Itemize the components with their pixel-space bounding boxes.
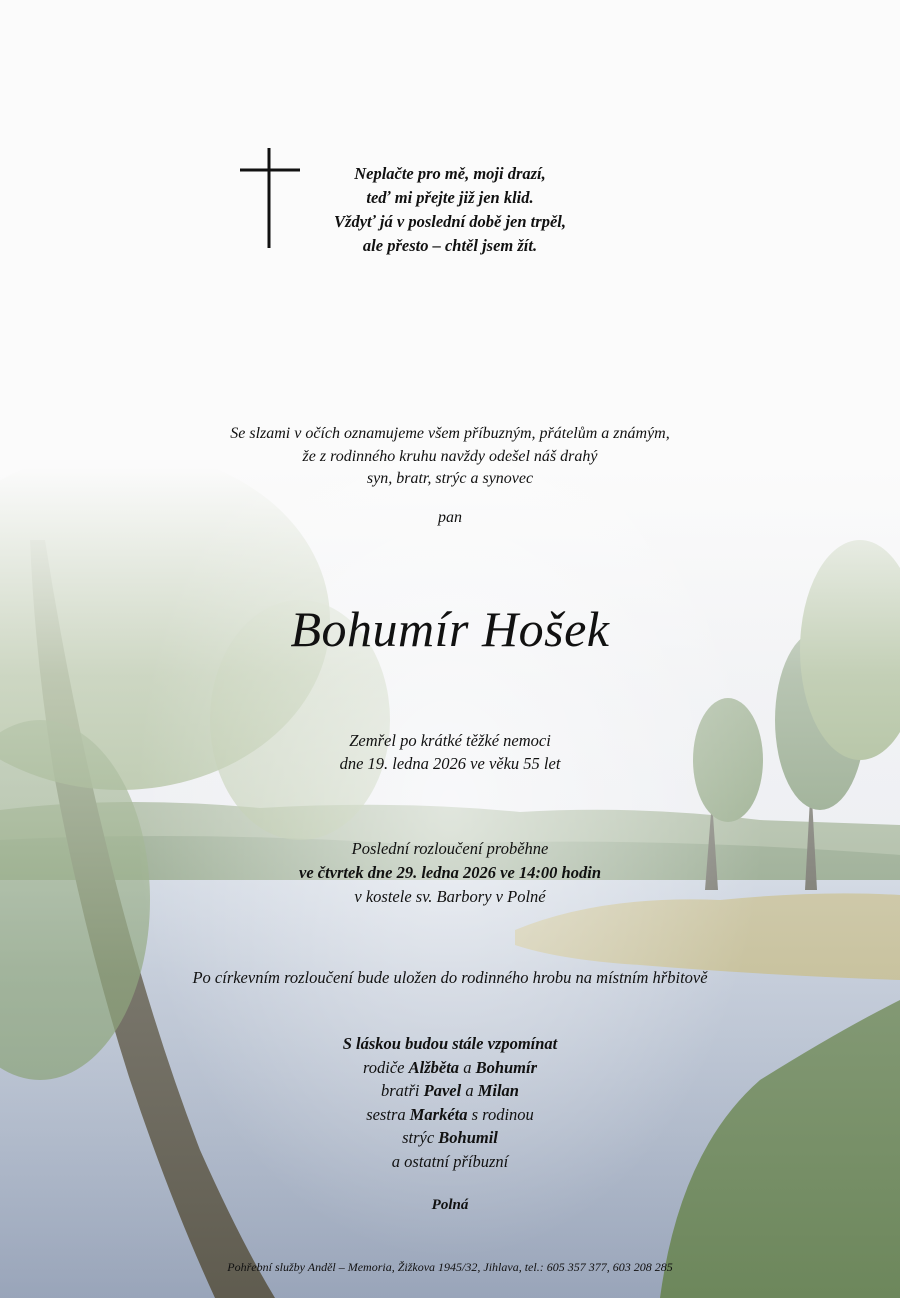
mourner-sister — [0, 1103, 900, 1127]
burial-info: Po církevním rozloučení bude uložen do rodinného hrobu na místním hřbitově — [192, 968, 708, 987]
brother-name: Pavel — [423, 1081, 462, 1100]
poem-line: Neplačte pro mě, moji drazí, — [354, 164, 546, 183]
poem-line: Vždyť já v poslední době jen trpěl, — [334, 212, 566, 231]
conjunction: a — [465, 1081, 474, 1100]
mourner-parents — [0, 1056, 900, 1080]
funeral-service-footer: Pohřební služby Anděl – Memoria, Žižkova 1945/32, Jihlava, tel.: 605 357 377, 603 208 285 — [227, 1260, 673, 1274]
death-info-line: dne 19. ledna 2026 ve věku 55 let — [339, 754, 561, 773]
deceased-name: Bohumír Hošek — [290, 601, 610, 657]
announcement — [0, 423, 900, 491]
announcement-line: Se slzami v očích oznamujeme všem příbuzným, přátelům a známým, — [230, 425, 670, 442]
parents-prefix: rodiče — [362, 1057, 405, 1077]
mourner-brothers — [0, 1079, 900, 1103]
uncle-name: Bohumil — [438, 1128, 498, 1147]
mourners-heading: S láskou budou stále vzpomínat — [342, 1034, 558, 1053]
announcement-line: že z rodinného kruhu navždy odešel náš drahý — [302, 447, 598, 465]
brother-name: Milan — [477, 1081, 519, 1100]
farewell-datetime: ve čtvrtek dne 29. ledna 2026 ve 14:00 hodin — [299, 863, 601, 882]
conjunction: a — [463, 1057, 472, 1077]
poem-line: teď mi přejte již jen klid. — [366, 188, 534, 207]
farewell-info — [0, 837, 900, 909]
parent-name: Bohumír — [475, 1057, 538, 1077]
town: Polná — [431, 1197, 469, 1213]
mourner-others: a ostatní příbuzní — [391, 1151, 509, 1171]
mourners-list — [0, 1032, 900, 1173]
farewell-location: v kostele sv. Barbory v Polné — [354, 887, 546, 906]
sister-prefix: sestra — [366, 1104, 406, 1124]
uncle-prefix: strýc — [402, 1128, 435, 1147]
parent-name: Alžběta — [408, 1057, 460, 1077]
announcement-line: syn, bratr, strýc a synovec — [366, 470, 534, 487]
death-info-line: Zemřel po krátké těžké nemoci — [349, 731, 551, 750]
sister-name: Markéta — [409, 1104, 468, 1124]
mourner-uncle — [0, 1126, 900, 1150]
poem-line: ale přesto – chtěl jsem žít. — [362, 236, 538, 255]
cross-icon — [240, 148, 300, 248]
death-info — [0, 729, 900, 775]
honorific: pan — [438, 509, 462, 526]
brothers-prefix: bratři — [381, 1081, 420, 1100]
memorial-poem — [320, 162, 580, 258]
sister-suffix: s rodinou — [471, 1104, 534, 1124]
farewell-line: Poslední rozloučení proběhne — [351, 839, 549, 858]
